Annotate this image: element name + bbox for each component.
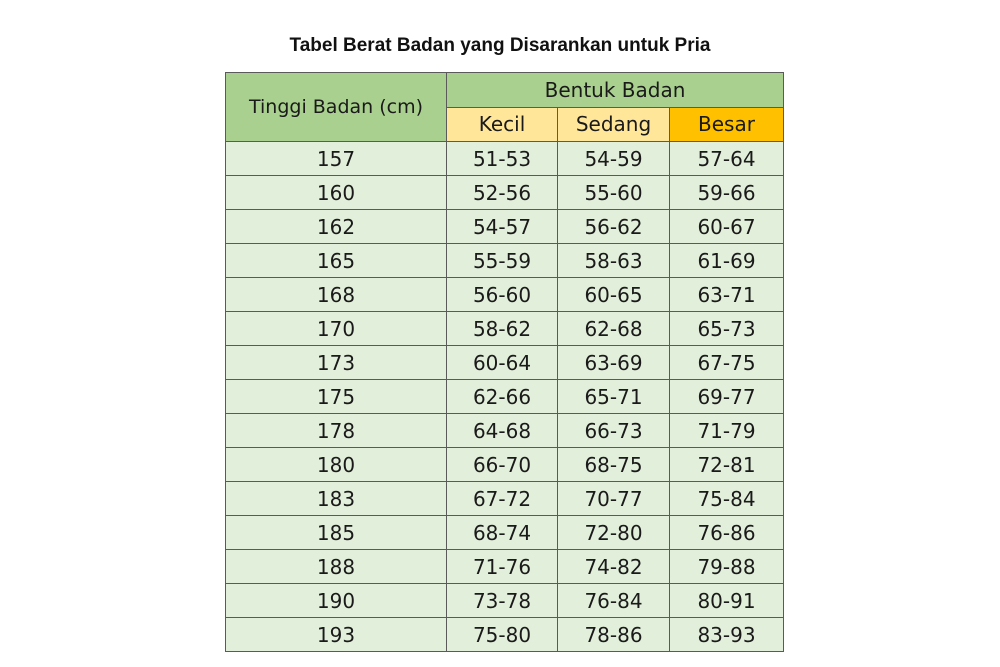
small-weight-cell: 54-57: [447, 210, 558, 244]
medium-weight-cell: 56-62: [558, 210, 670, 244]
medium-weight-cell: 68-75: [558, 448, 670, 482]
small-weight-cell: 75-80: [447, 618, 558, 652]
height-cell: 165: [226, 244, 447, 278]
height-cell: 162: [226, 210, 447, 244]
large-weight-cell: 67-75: [670, 346, 784, 380]
small-weight-cell: 71-76: [447, 550, 558, 584]
table-row: [226, 448, 784, 482]
medium-weight-cell: 66-73: [558, 414, 670, 448]
column-header-large: Besar: [670, 107, 784, 142]
table-row: [226, 550, 784, 584]
small-weight-cell: 64-68: [447, 414, 558, 448]
height-cell: 170: [226, 312, 447, 346]
medium-weight-cell: 54-59: [558, 142, 670, 176]
medium-weight-cell: 65-71: [558, 380, 670, 414]
large-weight-cell: 72-81: [670, 448, 784, 482]
small-weight-cell: 68-74: [447, 516, 558, 550]
height-cell: 193: [226, 618, 447, 652]
large-weight-cell: 63-71: [670, 278, 784, 312]
table-title: Tabel Berat Badan yang Disarankan untuk Pria: [289, 35, 711, 56]
height-cell: 160: [226, 176, 447, 210]
table-row: [226, 244, 784, 278]
large-weight-cell: 69-77: [670, 380, 784, 414]
medium-weight-cell: 55-60: [558, 176, 670, 210]
table-row: [226, 312, 784, 346]
medium-weight-cell: 78-86: [558, 618, 670, 652]
small-weight-cell: 56-60: [447, 278, 558, 312]
table-row: [226, 516, 784, 550]
small-weight-cell: 55-59: [447, 244, 558, 278]
large-weight-cell: 75-84: [670, 482, 784, 516]
height-cell: 185: [226, 516, 447, 550]
height-cell: 157: [226, 142, 447, 176]
medium-weight-cell: 72-80: [558, 516, 670, 550]
medium-weight-cell: 63-69: [558, 346, 670, 380]
height-cell: 180: [226, 448, 447, 482]
small-weight-cell: 58-62: [447, 312, 558, 346]
header-row-top: [226, 73, 784, 108]
large-weight-cell: 76-86: [670, 516, 784, 550]
table-row: [226, 414, 784, 448]
small-weight-cell: 67-72: [447, 482, 558, 516]
small-weight-cell: 66-70: [447, 448, 558, 482]
column-header-medium: Sedang: [558, 107, 670, 142]
table-header: [226, 73, 784, 142]
small-weight-cell: 60-64: [447, 346, 558, 380]
medium-weight-cell: 74-82: [558, 550, 670, 584]
height-cell: 168: [226, 278, 447, 312]
medium-weight-cell: 62-68: [558, 312, 670, 346]
small-weight-cell: 51-53: [447, 142, 558, 176]
large-weight-cell: 57-64: [670, 142, 784, 176]
medium-weight-cell: 76-84: [558, 584, 670, 618]
table-row: [226, 142, 784, 176]
table-row: [226, 618, 784, 652]
table-row: [226, 210, 784, 244]
body-type-header: Bentuk Badan: [447, 73, 784, 108]
height-cell: 175: [226, 380, 447, 414]
height-cell: 173: [226, 346, 447, 380]
small-weight-cell: 52-56: [447, 176, 558, 210]
large-weight-cell: 65-73: [670, 312, 784, 346]
large-weight-cell: 60-67: [670, 210, 784, 244]
table-body: [226, 142, 784, 652]
height-cell: 178: [226, 414, 447, 448]
medium-weight-cell: 60-65: [558, 278, 670, 312]
small-weight-cell: 73-78: [447, 584, 558, 618]
table-row: [226, 176, 784, 210]
table-row: [226, 584, 784, 618]
height-cell: 190: [226, 584, 447, 618]
medium-weight-cell: 70-77: [558, 482, 670, 516]
large-weight-cell: 79-88: [670, 550, 784, 584]
large-weight-cell: 80-91: [670, 584, 784, 618]
table-row: [226, 482, 784, 516]
small-weight-cell: 62-66: [447, 380, 558, 414]
table-row: [226, 380, 784, 414]
table-row: [226, 278, 784, 312]
weight-table: [225, 72, 784, 652]
column-header-small: Kecil: [447, 107, 558, 142]
large-weight-cell: 83-93: [670, 618, 784, 652]
table-row: [226, 346, 784, 380]
medium-weight-cell: 58-63: [558, 244, 670, 278]
large-weight-cell: 71-79: [670, 414, 784, 448]
large-weight-cell: 59-66: [670, 176, 784, 210]
large-weight-cell: 61-69: [670, 244, 784, 278]
height-column-header: Tinggi Badan (cm): [226, 73, 447, 142]
height-cell: 183: [226, 482, 447, 516]
height-cell: 188: [226, 550, 447, 584]
